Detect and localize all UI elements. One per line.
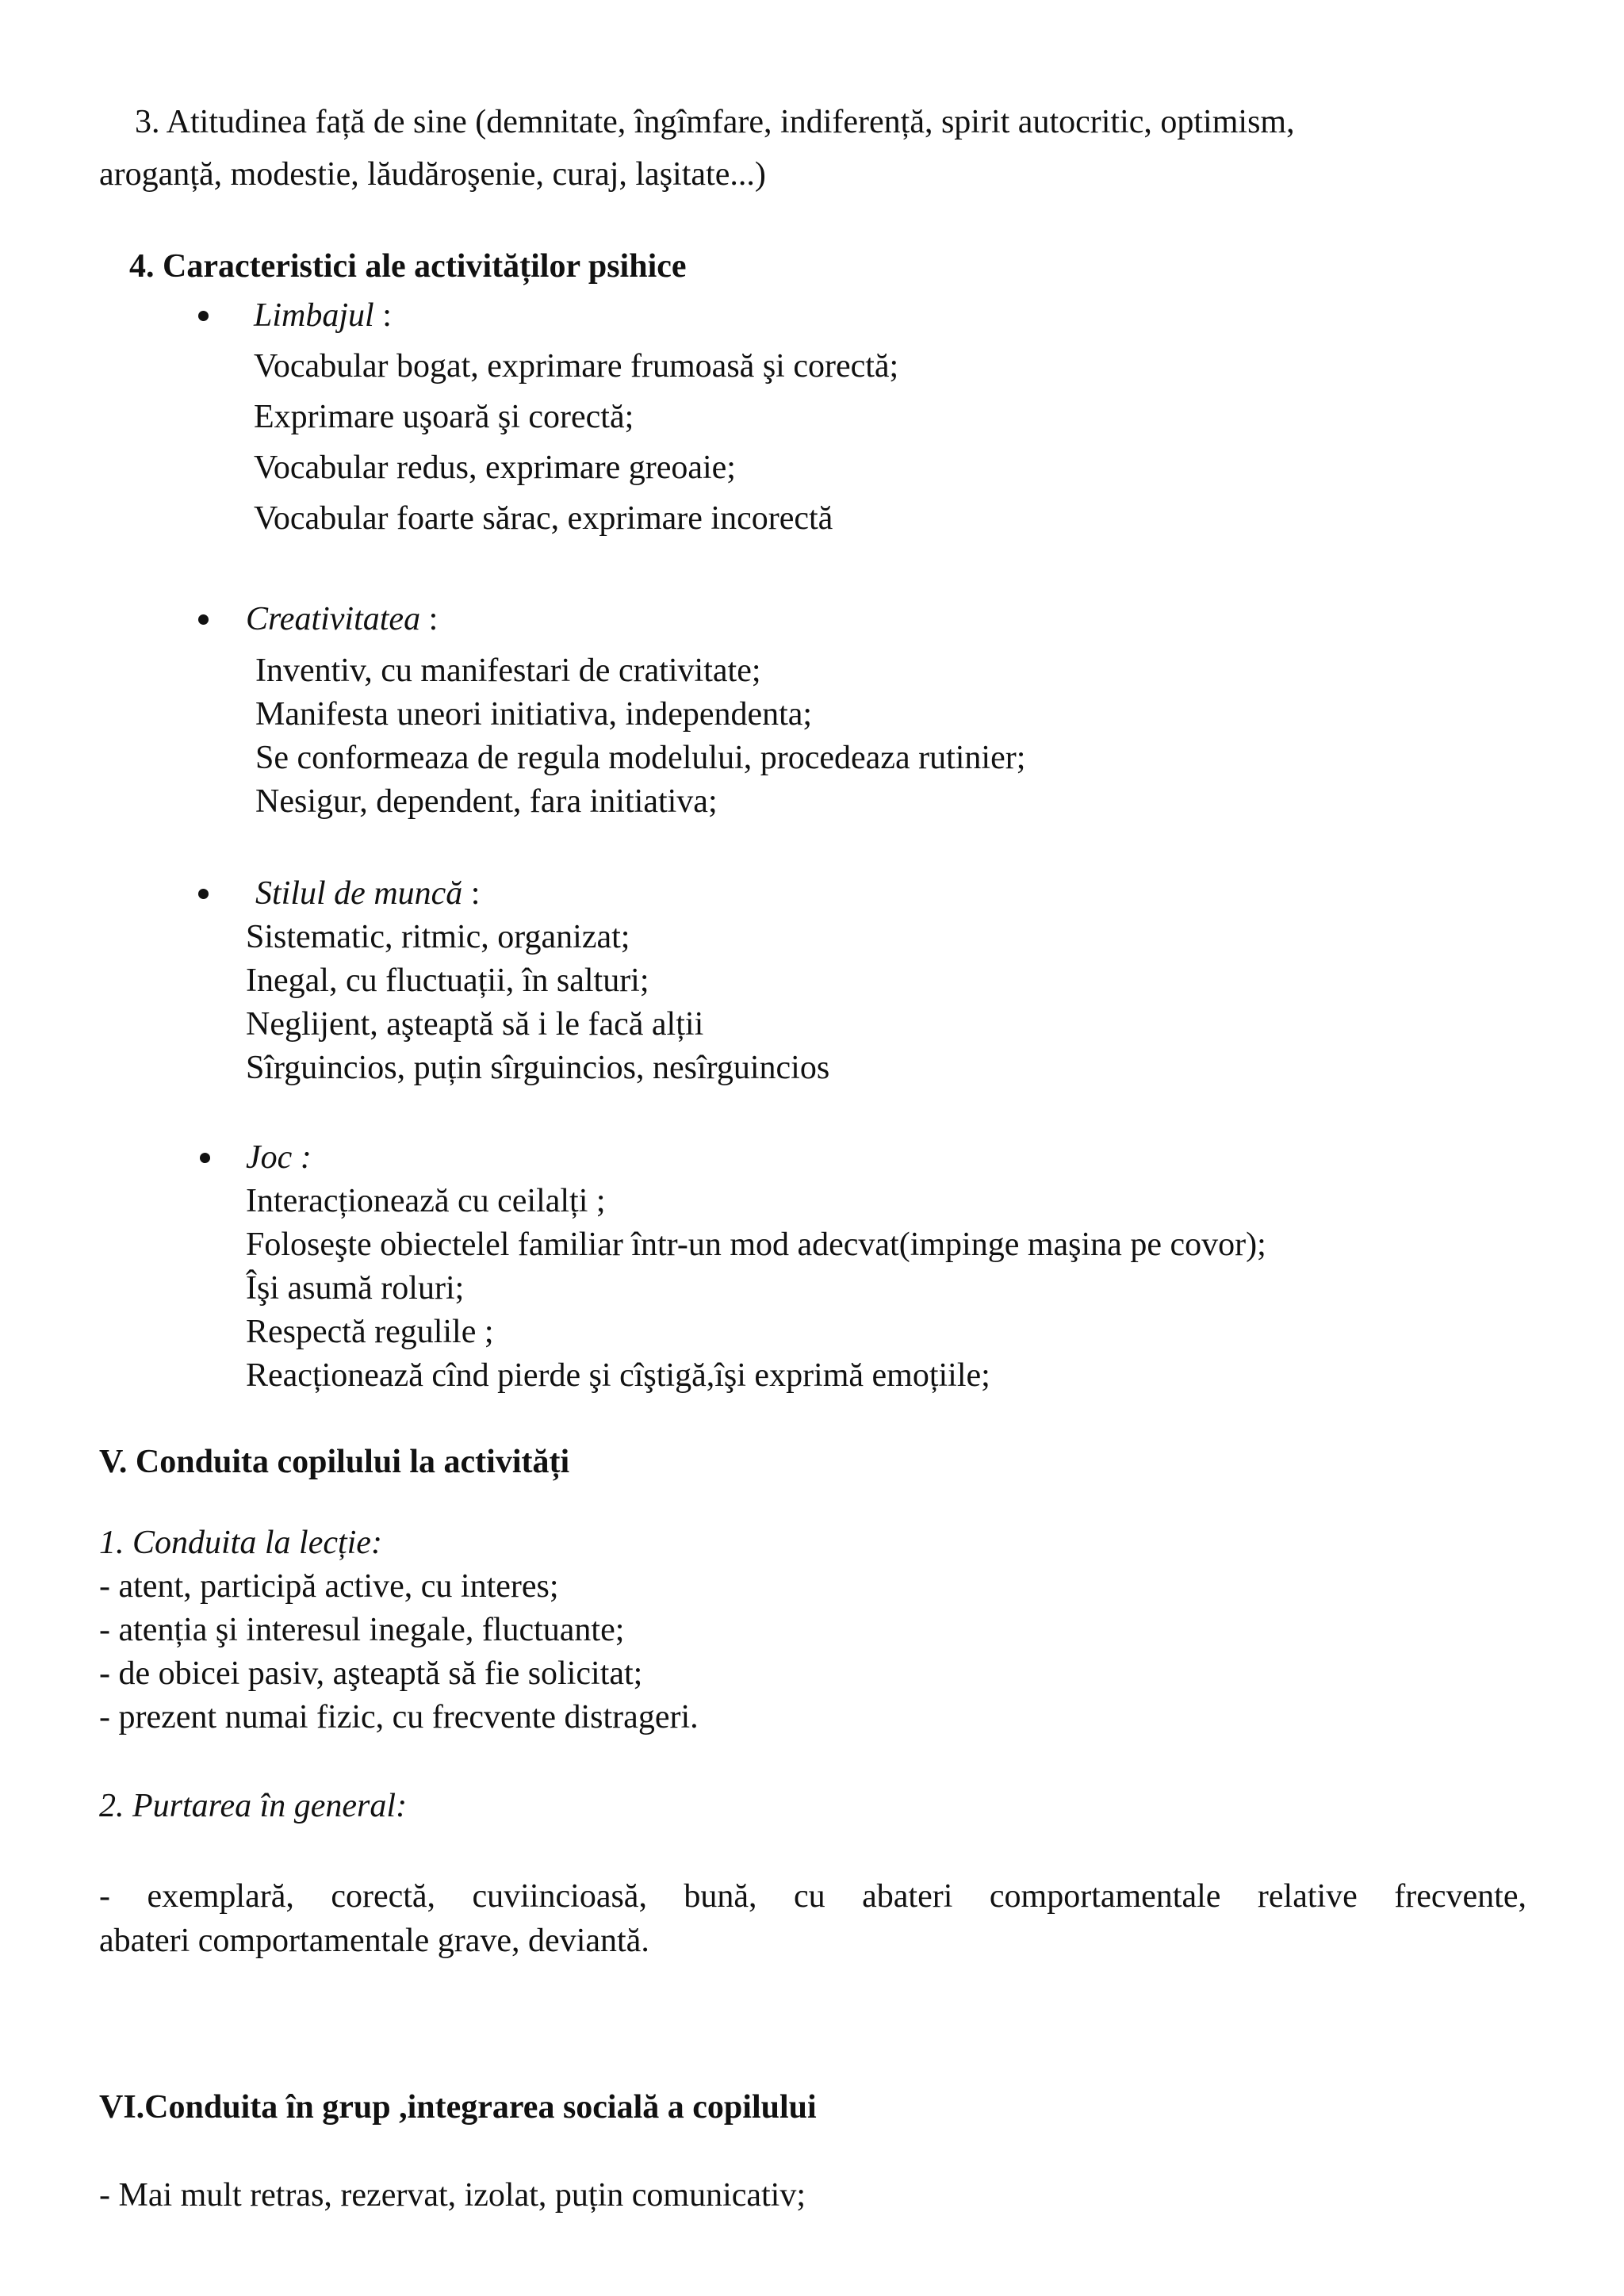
conduita-lectie-item: - prezent numai fizic, cu frecvente distrageri. xyxy=(99,1699,699,1735)
stilul-item: Inegal, cu fluctuații, în salturi; xyxy=(246,962,649,999)
purtarea-line-2: abateri comportamentale grave, deviantă. xyxy=(99,1923,649,1959)
conduita-lectie-item: - atent, participă active, cu interes; xyxy=(99,1568,559,1605)
joc-item: Foloseşte obiectelel familiar într-un mod adecvat(impinge maşina pe covor); xyxy=(246,1226,1266,1263)
limbajul-item: Exprimare uşoară şi corectă; xyxy=(254,399,634,435)
creativitatea-item: Inventiv, cu manifestari de crativitate; xyxy=(255,652,761,689)
conduita-lectie-item: - atenția şi interesul inegale, fluctuante; xyxy=(99,1612,625,1648)
joc-item: Îşi asumă roluri; xyxy=(246,1270,465,1307)
attitude-line-2: aroganță, modestie, lăudăroşenie, curaj, laşitate...) xyxy=(99,156,766,193)
section-v-heading: V. Conduita copilului la activități xyxy=(99,1444,570,1480)
stilul-item: Neglijent, aşteaptă să i le facă alții xyxy=(246,1006,704,1043)
conduita-lectie-item: - de obicei pasiv, aşteaptă să fie solicitat; xyxy=(99,1655,643,1692)
limbajul-item: Vocabular bogat, exprimare frumoasă şi corectă; xyxy=(254,348,899,385)
creativitatea-label: Creativitatea : xyxy=(246,601,439,637)
purtarea-line-1: - exemplară, corectă, cuviincioasă, bună, cu abateri comportamentale relative frecvente, xyxy=(99,1878,1526,1915)
limbajul-label: Limbajul : xyxy=(254,297,392,334)
creativitatea-item: Se conformeaza de regula modelului, procedeaza rutinier; xyxy=(255,740,1026,776)
section-4-heading: 4. Caracteristici ale activităților psihice xyxy=(129,248,687,285)
stilul-label: Stilul de muncă : xyxy=(255,875,481,912)
bullet-icon xyxy=(200,1153,210,1163)
section-vi-heading: VI.Conduita în grup ,integrarea socială a copilului xyxy=(99,2089,817,2126)
attitude-line-1: 3. Atitudinea față de sine (demnitate, îngîmfare, indiferență, spirit autocritic, optimism, xyxy=(135,104,1295,140)
joc-item: Interacționează cu ceilalți ; xyxy=(246,1183,606,1219)
bullet-icon xyxy=(198,889,209,899)
stilul-item: Sistematic, ritmic, organizat; xyxy=(246,919,630,955)
grup-item: - Mai mult retras, rezervat, izolat, puțin comunicativ; xyxy=(99,2177,806,2214)
conduita-lectie-title: 1. Conduita la lecție: xyxy=(99,1525,382,1561)
creativitatea-item: Manifesta uneori initiativa, independenta; xyxy=(255,696,813,733)
joc-item: Respectă regulile ; xyxy=(246,1314,494,1350)
bullet-icon xyxy=(198,311,209,321)
stilul-item: Sîrguincios, puțin sîrguincios, nesîrguincios xyxy=(246,1050,830,1086)
bullet-icon xyxy=(198,614,209,625)
purtarea-title: 2. Purtarea în general: xyxy=(99,1788,408,1824)
limbajul-item: Vocabular redus, exprimare greoaie; xyxy=(254,450,736,486)
joc-label: Joc : xyxy=(246,1139,312,1176)
joc-item: Reacționează cînd pierde şi cîştigă,îşi exprimă emoțiile; xyxy=(246,1357,990,1394)
creativitatea-item: Nesigur, dependent, fara initiativa; xyxy=(255,783,718,820)
limbajul-item: Vocabular foarte sărac, exprimare incorectă xyxy=(254,500,833,537)
